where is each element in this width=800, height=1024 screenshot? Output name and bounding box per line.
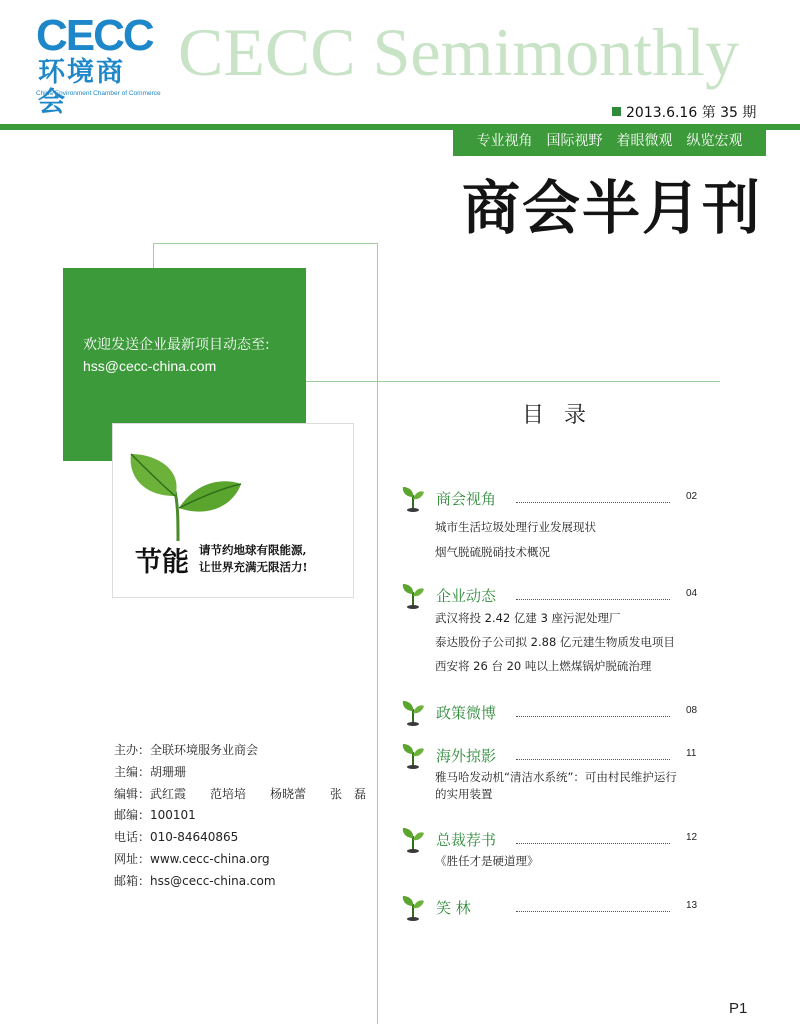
masthead-title: CECC Semimonthly — [178, 14, 740, 90]
invite-email: hss@cecc-china.com — [83, 358, 217, 374]
toc-page-number: 11 — [686, 748, 697, 759]
toc-section[interactable] — [400, 743, 700, 769]
cecc-logo — [36, 11, 161, 118]
toc-page-number: 04 — [686, 588, 698, 599]
invite-text: 欢迎发送企业最新项目动态至: — [83, 337, 270, 353]
editors: 编辑：武红霞 范培培 杨晓蕾 张 磊 — [114, 786, 367, 801]
divider-short — [153, 243, 154, 268]
toc-article[interactable]: 雅马哈发动机“清洁水系统”：可由村民维护运行 — [435, 770, 677, 784]
toc-section[interactable] — [400, 895, 700, 921]
toc-section-title: 企业动态 — [436, 587, 497, 605]
divider-horizontal — [153, 243, 378, 244]
toc-leader-dots — [516, 831, 670, 844]
toc-section[interactable] — [400, 486, 700, 512]
toc-section[interactable] — [400, 583, 700, 609]
toc-page-number: 13 — [686, 900, 698, 911]
toc-section-title: 笑 林 — [436, 899, 471, 917]
bullet-square-icon — [612, 107, 621, 116]
divider-vertical — [377, 243, 378, 1024]
email: 邮箱：hss@cecc-china.com — [114, 873, 276, 888]
slogan-bar: 专业视角 国际视野 着眼微观 纵览宏观 — [453, 127, 766, 156]
toc-section-title: 海外掠影 — [436, 747, 497, 765]
toc-section[interactable] — [400, 827, 700, 853]
toc-leader-dots — [516, 490, 670, 503]
promo-line-2: 让世界充满无限活力! — [199, 560, 308, 574]
publication-title: 商会半月刊 — [462, 174, 763, 242]
toc-article[interactable]: 《胜任才是硬道理》 — [435, 854, 539, 868]
toc-leader-dots — [516, 704, 670, 717]
promo-line-1: 请节约地球有限能源, — [199, 543, 307, 557]
toc-page-number: 02 — [686, 491, 698, 502]
toc-leader-dots — [516, 747, 670, 760]
logo-english: China Environment Chamber of Commerce — [36, 90, 161, 97]
toc-page-number: 08 — [686, 705, 698, 716]
energy-saving-ad — [112, 423, 354, 598]
toc-section-title: 商会视角 — [436, 490, 497, 508]
promo-headline: 节能 — [135, 547, 189, 578]
page-number: P1 — [729, 1000, 748, 1017]
toc-page-number: 12 — [686, 832, 698, 843]
chief-editor: 主编：胡珊珊 — [114, 764, 187, 779]
divider-toc — [300, 381, 720, 382]
sprout-icon — [400, 893, 426, 921]
toc-leader-dots — [516, 587, 670, 600]
sprout-icon — [400, 825, 426, 853]
toc-article[interactable]: 的实用装置 — [435, 787, 493, 801]
editorial-info — [114, 741, 366, 894]
toc-heading: 目录 — [522, 403, 607, 428]
logo-abbr: CECC — [36, 11, 153, 60]
issue-info — [612, 102, 756, 122]
sprout-icon — [400, 698, 426, 726]
postcode: 邮编：100101 — [114, 808, 196, 823]
logo-chinese: 环境商会 — [38, 57, 125, 118]
toc-article[interactable]: 武汉将投 2.42 亿建 3 座污泥处理厂 — [435, 611, 621, 625]
sprout-icon — [400, 484, 426, 512]
toc-section-title: 总裁荐书 — [436, 831, 497, 849]
toc-section[interactable] — [400, 700, 700, 726]
toc-article[interactable]: 泰达股份子公司拟 2.88 亿元建生物质发电项目 — [435, 635, 675, 649]
sponsor: 主办：全联环境服务业商会 — [114, 743, 259, 757]
toc-article[interactable]: 烟气脱硫脱硝技术概况 — [435, 545, 550, 559]
sprout-icon — [400, 741, 426, 769]
toc-section-title: 政策微博 — [436, 704, 497, 722]
issue-date: 2013.6.16 第 35 期 — [626, 105, 757, 121]
toc-article[interactable]: 城市生活垃圾处理行业发展现状 — [435, 520, 596, 534]
toc-leader-dots — [516, 899, 670, 912]
website: 网址：www.cecc-china.org — [114, 851, 270, 866]
leaves-icon — [123, 446, 253, 546]
toc-article[interactable]: 西安将 26 台 20 吨以上燃煤锅炉脱硫治理 — [435, 659, 652, 673]
sprout-icon — [400, 581, 426, 609]
phone: 电话：010-84640865 — [114, 830, 239, 845]
